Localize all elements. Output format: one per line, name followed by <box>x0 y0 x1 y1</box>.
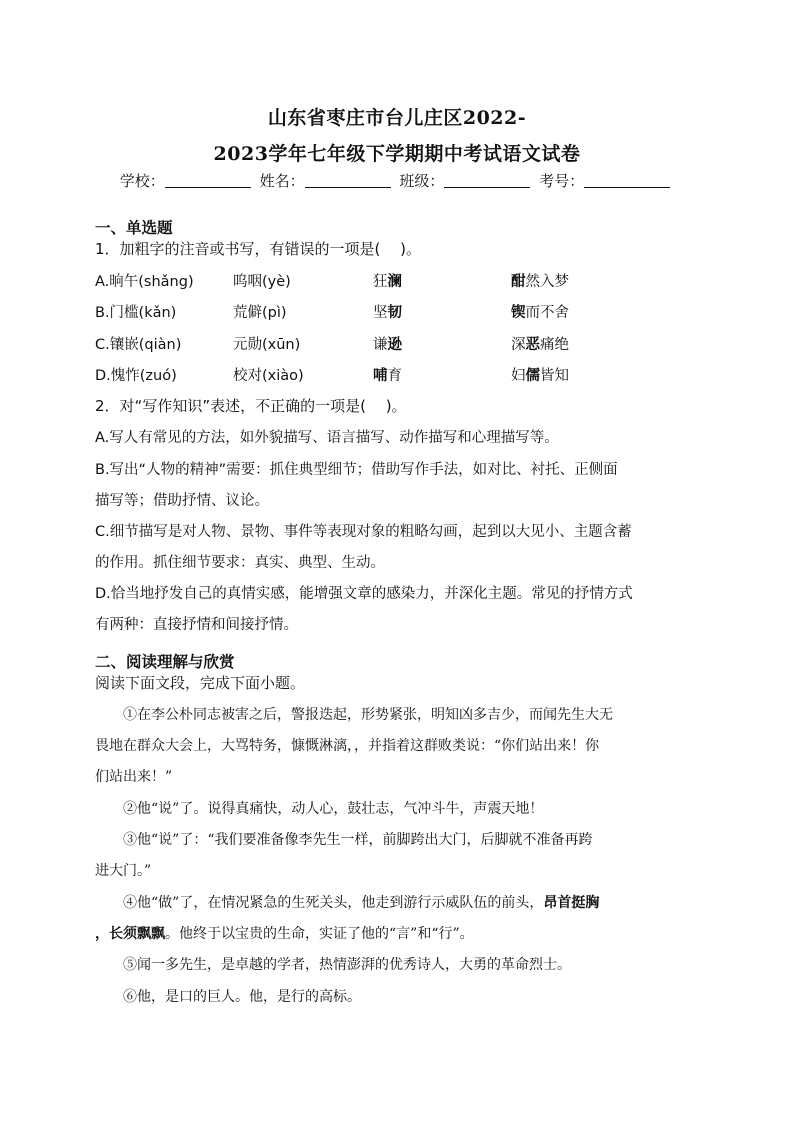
word-part: 然入梦 <box>525 274 569 290</box>
word-part: 育 <box>387 368 402 384</box>
option-c-word1: C.镶嵌(qiàn) <box>95 337 182 353</box>
option-d-word1: D.愧怍(zuó) <box>95 368 177 384</box>
option-d-word4 <box>511 364 569 385</box>
class-label: 班级： <box>399 172 445 190</box>
para4-bold-phrase: ，长须飘飘 <box>95 926 165 942</box>
section-heading-single-choice: 一、单选题 <box>95 219 173 237</box>
word-part: 痛绝 <box>540 337 569 353</box>
option-a-word4 <box>511 270 569 291</box>
bold-char: 恶 <box>525 337 540 353</box>
passage-para6: ⑥他，是口的巨人。他，是行的高标。 <box>123 989 361 1005</box>
word-part: 妇 <box>511 368 526 384</box>
bold-char: 韧 <box>387 305 402 321</box>
passage-para1-line1: ①在李公朴同志被害之后，警报迭起，形势紧张，明知凶多吉少，而闻先生大无 <box>123 707 613 723</box>
para4-text: ④他“做”了，在情况紧急的生死关头，他走到游行示威队伍的前头， <box>123 895 544 911</box>
name-label: 姓名： <box>259 172 305 190</box>
passage-para2: ②他“说”了。说得真痛快，动人心，鼓壮志，气冲斗牛，声震天地！ <box>123 801 544 817</box>
question-2-stem: 2．对“写作知识”表述，不正确的一项是( )。 <box>95 397 407 415</box>
id-blank <box>584 173 670 188</box>
bold-char: 儒 <box>525 368 540 384</box>
passage-para3-line2: 进大门。” <box>95 863 152 879</box>
id-label: 考号： <box>539 172 585 190</box>
word-part: 坚 <box>373 305 388 321</box>
word-part: 狂 <box>373 274 388 290</box>
option-a-word2: 呜咽(yè) <box>233 274 291 290</box>
bold-char: 澜 <box>387 274 402 290</box>
question-1-stem: 1．加粗字的注音或书写，有错误的一项是( )。 <box>95 240 422 258</box>
passage-para5: ⑤闻一多先生，是卓越的学者，热情澎湃的优秀诗人，大勇的革命烈士。 <box>123 957 571 973</box>
question-2-option-d-line2: 有两种：直接抒情和间接抒情。 <box>95 617 298 633</box>
option-b-word4 <box>511 301 569 322</box>
option-c-word3 <box>373 333 402 354</box>
question-2-option-d-line1: D.恰当地抒发自己的真情实感，能增强文章的感染力，并深化主题。常见的抒情方式 <box>95 586 633 602</box>
passage-para3-line1: ③他“说”了：“我们要准备像李先生一样，前脚跨出大门，后脚就不准备再跨 <box>123 832 593 848</box>
word-part: 皆知 <box>540 368 569 384</box>
bold-char: 锲 <box>511 305 526 321</box>
school-blank <box>165 173 251 188</box>
class-blank <box>444 173 530 188</box>
question-2-option-b-line1: B.写出“人物的精神”需要：抓住典型细节；借助写作手法，如对比、衬托、正侧面 <box>95 462 618 478</box>
option-a-word3 <box>373 270 402 291</box>
para4-text: 。他终于以宝贵的生命，实证了他的“言”和“行”。 <box>165 926 474 942</box>
para4-bold-phrase: 昂首挺胸 <box>543 895 600 911</box>
reading-instructions: 阅读下面文段，完成下面小题。 <box>95 674 306 692</box>
option-c-word2: 元勋(xūn) <box>233 337 301 353</box>
passage-para4-line2 <box>95 923 695 943</box>
passage-para1-line3: 们站出来！” <box>95 769 173 785</box>
school-label: 学校： <box>119 172 165 190</box>
name-blank <box>305 173 391 188</box>
question-2-option-a: A.写人有常见的方法，如外貌描写、语言描写、动作描写和心理描写等。 <box>95 430 559 446</box>
option-b-word2: 荒僻(pì) <box>233 305 287 321</box>
option-a-word1: A.晌午(shǎng) <box>95 274 194 290</box>
option-d-word2: 校对(xiào) <box>233 368 304 384</box>
student-info-row <box>0 170 794 191</box>
passage-para4-line1 <box>95 892 723 912</box>
option-c-word4 <box>511 333 569 354</box>
exam-title-line1: 山东省枣庄市台儿庄区2022- <box>267 107 527 129</box>
word-part: 深 <box>511 337 526 353</box>
bold-char: 逊 <box>387 337 402 353</box>
option-d-word3 <box>373 364 402 385</box>
exam-title-line2: 2023学年七年级下学期期中考试语文试卷 <box>213 143 581 165</box>
word-part: 而不舍 <box>525 305 569 321</box>
option-b-word1: B.门槛(kǎn) <box>95 305 177 321</box>
word-part: 谦 <box>373 337 388 353</box>
question-2-option-c-line1: C.细节描写是对人物、景物、事件等表现对象的粗略勾画，起到以大见小、主题含蓄 <box>95 524 632 540</box>
bold-char: 酣 <box>511 274 526 290</box>
section-heading-reading: 二、阅读理解与欣赏 <box>95 653 235 671</box>
question-2-option-b-line2: 描写等；借助抒情、议论。 <box>95 493 269 509</box>
passage-para1-line2: 畏地在群众大会上，大骂特务，慷慨淋漓，，并指着这群败类说：“你们站出来！你 <box>95 738 600 754</box>
question-2-option-c-line2: 的作用。抓住细节要求：真实、典型、生动。 <box>95 555 385 571</box>
option-b-word3 <box>373 301 402 322</box>
bold-char: 哺 <box>373 368 388 384</box>
